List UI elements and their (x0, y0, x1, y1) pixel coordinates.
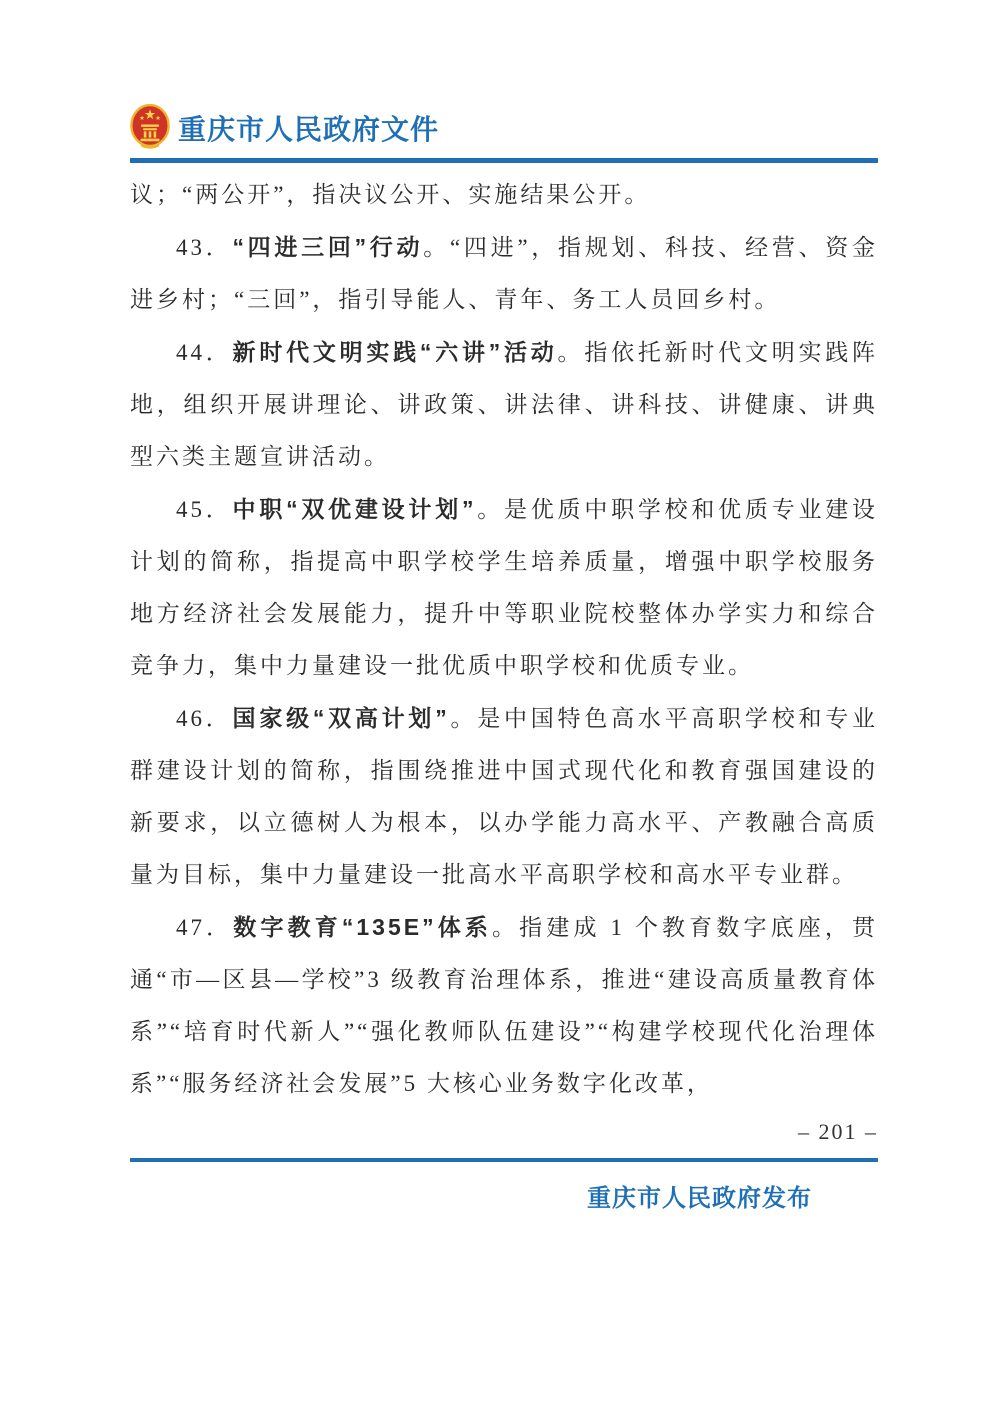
term-heading: 国家级“双高计划” (232, 705, 450, 731)
term-heading: “四进三回”行动 (232, 234, 424, 260)
page-number: – 201 – (798, 1119, 878, 1144)
text-run: 44． (176, 340, 233, 365)
term-heading: 数字教育“135E”体系 (233, 914, 493, 940)
page-content (130, 0, 878, 1213)
footer-divider (130, 1158, 878, 1162)
paragraph (130, 326, 878, 483)
page-title: 重庆市人民政府文件 (178, 113, 440, 145)
text-run: 43． (176, 235, 233, 260)
national-emblem-icon (130, 104, 170, 151)
text-run: 。“四进”，指规划、科技、经营、资金进乡村；“三回”，指引导能人、青年、务工人员回乡村。 (130, 235, 879, 312)
paragraph (130, 169, 878, 221)
term-heading: 中职“双优建设计划” (232, 496, 477, 522)
document-body (130, 169, 878, 1110)
paragraph (130, 221, 878, 326)
paragraph (130, 692, 878, 901)
text-run: 。是中国特色高水平高职学校和专业群建设计划的简称，指围绕推进中国式现代化和教育强国建设的新要求，以立德树人为根本，以办学能力高水平、产教融合高质量为目标，集中力量建设一批高水平高职学校和高水平专业群。 (130, 706, 879, 887)
document-header (130, 104, 878, 151)
paragraph (130, 483, 878, 692)
text-run: 。指依托新时代文明实践阵地，组织开展讲理论、讲政策、讲法律、讲科技、讲健康、讲典型六类主题宣讲活动。 (130, 340, 879, 469)
term-heading: 新时代文明实践“六讲”活动 (232, 339, 558, 365)
text-run: 47． (176, 915, 234, 940)
paragraph (130, 901, 878, 1110)
text-run: 45． (176, 497, 233, 522)
text-run: 。是优质中职学校和优质专业建设计划的简称，指提高中职学校学生培养质量，增强中职学校服务地方经济社会发展能力，提升中等职业院校整体办学实力和综合竞争力，集中力量建设一批优质中职学校和优质专业。 (130, 497, 879, 678)
text-run: 46． (176, 706, 233, 731)
publisher-label: 重庆市人民政府发布 (587, 1185, 812, 1212)
text-run: 。指建成 1 个教育数字底座，贯通“市—区县—学校”3 级教育治理体系，推进“建设高质量教育体系”“培育时代新人”“强化教师队伍建设”“构建学校现代化治理体系”“服务经济社会发展”5 大核心业务数字化改革， (130, 915, 879, 1096)
text-run: 议；“两公开”，指决议公开、实施结果公开。 (130, 182, 651, 207)
header-divider (130, 158, 878, 163)
